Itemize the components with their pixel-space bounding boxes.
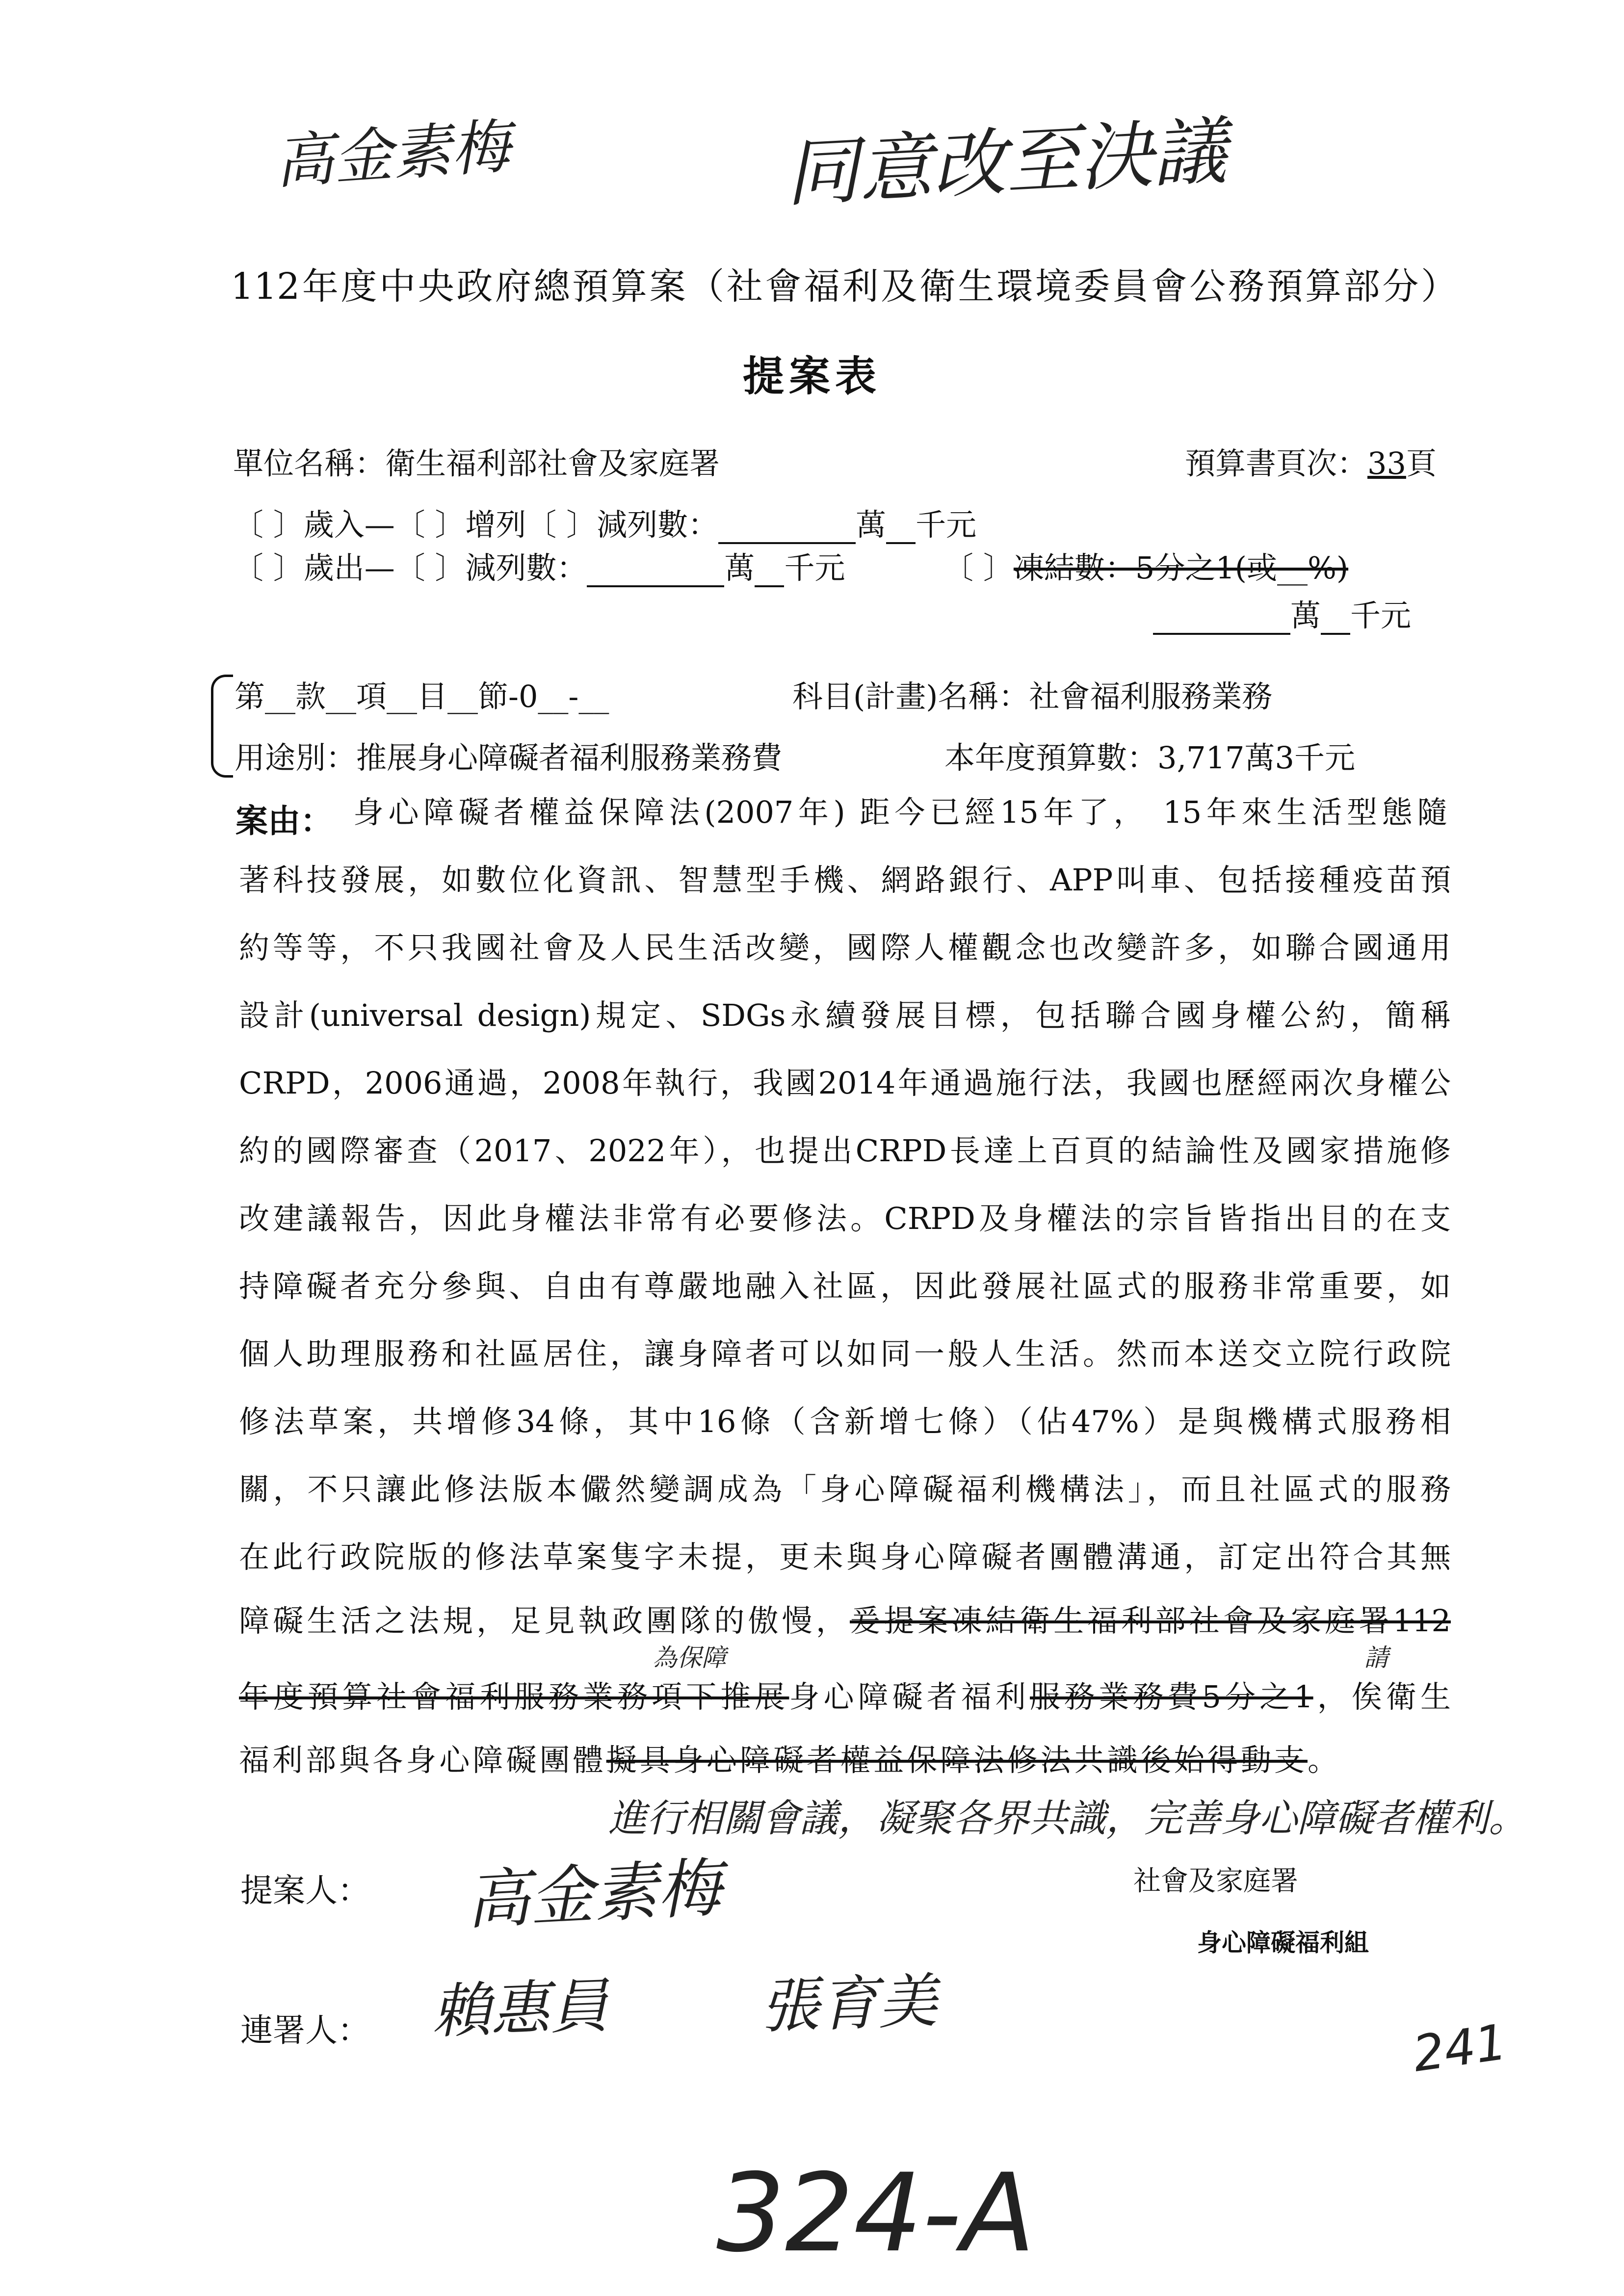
top-signature: 高金素梅 [272, 112, 513, 197]
body-line: 約的國際審查（2017、2022年），也提出CRPD長達上百頁的結論性及國家措施修 [239, 1133, 1451, 1169]
usage-line: 用途別：推展身心障礙者福利服務業務費 [235, 740, 783, 776]
body-line: CRPD，2006通過，2008年執行，我國2014年通過施行法，我國也歷經兩次身權公 [239, 1065, 1451, 1101]
document-number: 324-A [716, 2150, 1035, 2276]
body-line: 設計(universal design)規定、SDGs永續發展目標，包括聯合國身權公約，簡稱 [239, 997, 1451, 1033]
section-line: 第__款__項__目__節-0__-__ [235, 678, 609, 714]
body-line: 在此行政院版的修法草案隻字未提，更未與身心障礙者團體溝通，訂定出符合其無 [239, 1539, 1451, 1575]
wan-unit: 萬 [856, 507, 887, 543]
freeze-bracket: 〔 〕 [943, 550, 1014, 586]
struck-text: 年度預算社會福利服務業務項下推展 [239, 1679, 789, 1715]
body-line: 著科技發展，如數位化資訊、智慧型手機、網路銀行、APP叫車、包括接種疫苗預 [239, 862, 1451, 898]
body-text: 障礙生活之法規，足見執政團隊的傲慢， [239, 1603, 850, 1639]
section-bracket [211, 675, 233, 778]
page-number: 241 [1409, 2013, 1511, 2083]
document-subtitle: 提案表 [742, 352, 881, 400]
unit-name: 單位名稱：衛生福利部社會及家庭署 [233, 445, 720, 481]
cosigner-signature: 張育美 [759, 1967, 939, 2042]
struck-text: 爰提案凍結衛生福利部社會及家庭署112 [850, 1603, 1451, 1639]
approval-note: 同意改至決議 [783, 108, 1229, 217]
body-line: 修法草案，共增修34條，其中16條（含新增七條）（佔47%）是與機構式服務相 [239, 1404, 1451, 1439]
blank-field [1153, 605, 1290, 635]
document-title: 112年度中央政府總預算案（社會福利及衛生環境委員會公務預算部分） [231, 265, 1457, 308]
budget-page-ref [1185, 439, 1437, 483]
qian-unit: 千元 [784, 550, 845, 586]
stamp-division: 身心障礙福利組 [1197, 1928, 1369, 1957]
body-text: 。 [1307, 1742, 1338, 1778]
handwritten-insert: 為保障 [653, 1644, 726, 1672]
body-line: 約等等，不只我國社會及人民生活改變，國際人權觀念也改變許多，如聯合國通用 [239, 930, 1451, 965]
blank-field [886, 515, 916, 544]
expense-line [233, 544, 1348, 587]
body-line [239, 1744, 1338, 1777]
subject-name: 科目(計畫)名稱：社會福利服務業務 [792, 678, 1273, 714]
reason-label: 案由： [236, 802, 333, 840]
handwritten-insert-please: 請 [1364, 1644, 1388, 1672]
blank-field [587, 558, 724, 587]
body-line: 改建議報告，因此身權法非常有必要修法。CRPD及身權法的宗旨皆指出目的在支 [239, 1200, 1451, 1236]
body-line: 個人助理服務和社區居住，讓身障者可以如同一般人生活。然而本送交立院行政院 [239, 1336, 1451, 1372]
proposer-label: 提案人： [240, 1872, 370, 1909]
income-label: 〔 〕歲入—〔 〕增列〔 〕減列數： [233, 507, 719, 543]
freeze-text-struck: 凍結數：5分之1(或__%) [1013, 550, 1349, 586]
struck-text: 服務業務費5分之1 [1030, 1679, 1313, 1715]
struck-text: 擬具身心障礙者權益保障法修法共識後始得動支 [606, 1742, 1308, 1778]
handwritten-added-sentence: 進行相關會議，凝聚各界共識，完善身心障礙者權利。 [608, 1797, 1527, 1841]
qian-unit: 千元 [1350, 598, 1412, 633]
blank-field [755, 558, 784, 587]
body-text: 福利部與各身心障礙團體 [239, 1742, 606, 1778]
freeze-amount-line [1153, 591, 1411, 635]
qian-unit: 千元 [916, 507, 977, 543]
page-value: 33 [1367, 445, 1406, 481]
body-line: 關，不只讓此修法版本儼然變調成為「身心障礙福利機構法」，而且社區式的服務 [239, 1471, 1451, 1507]
blank-field [1321, 605, 1350, 635]
page-suffix: 頁 [1406, 445, 1437, 481]
expense-label: 〔 〕歲出—〔 〕減列數： [233, 550, 587, 586]
wan-unit: 萬 [724, 550, 755, 586]
income-line [233, 500, 976, 544]
stamp-agency: 社會及家庭署 [1133, 1865, 1298, 1897]
proposer-signature: 高金素梅 [464, 1850, 723, 1938]
body-text: ，俟衛生 [1313, 1679, 1451, 1715]
budget-amount: 本年度預算數：3,717萬3千元 [944, 740, 1355, 776]
body-line [239, 1680, 1451, 1714]
body-text: 身心障礙者福利 [789, 1679, 1030, 1715]
cosigner-label: 連署人： [240, 2011, 370, 2049]
cosigner-signature: 賴惠員 [430, 1972, 610, 2047]
page-label: 預算書頁次： [1185, 445, 1368, 481]
body-line: 持障礙者充分參與、自由有尊嚴地融入社區，因此發展社區式的服務非常重要，如 [239, 1268, 1451, 1304]
wan-unit: 萬 [1290, 598, 1321, 633]
body-line: 身心障礙者權益保障法(2007年) 距今已經15年了， 15年來生活型態隨 [353, 794, 1447, 830]
body-line [239, 1604, 1451, 1638]
blank-field [718, 515, 856, 544]
